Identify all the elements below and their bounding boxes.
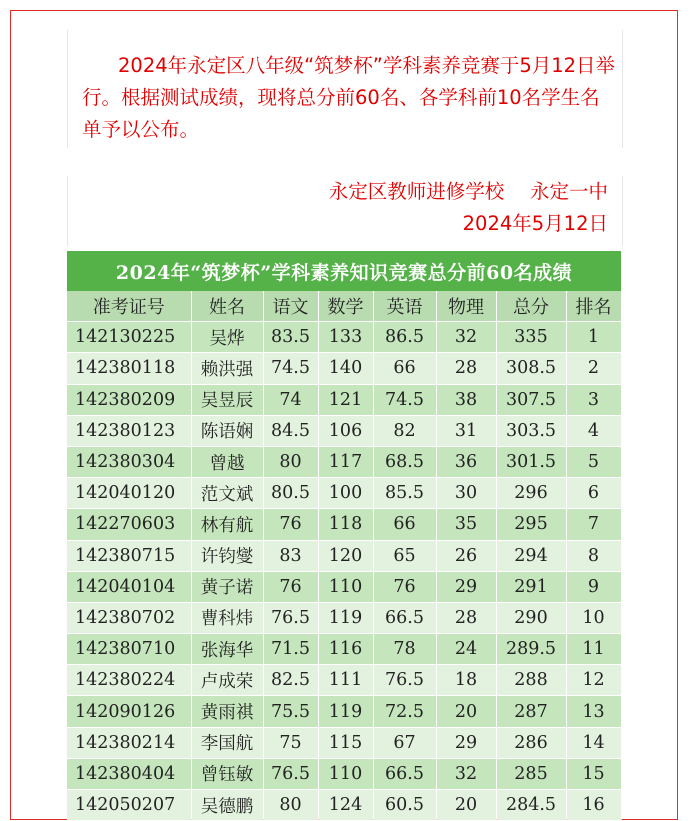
cell-physics: 20	[436, 696, 496, 727]
cell-name: 范文斌	[191, 478, 263, 509]
table-header-row	[67, 291, 621, 322]
cell-total: 289.5	[496, 634, 566, 665]
cell-total: 301.5	[496, 446, 566, 477]
cell-chinese: 75.5	[263, 696, 318, 727]
cell-physics: 24	[436, 634, 496, 665]
cell-rank: 1	[566, 322, 621, 353]
cell-rank: 9	[566, 571, 621, 602]
cell-math: 124	[318, 790, 373, 821]
cell-physics: 29	[436, 727, 496, 758]
table-row	[67, 727, 621, 758]
results-table	[67, 291, 622, 821]
cell-rank: 6	[566, 478, 621, 509]
cell-chinese: 82.5	[263, 665, 318, 696]
cell-rank: 15	[566, 758, 621, 789]
table-row	[67, 571, 621, 602]
cell-name: 曾越	[191, 446, 263, 477]
header-name: 姓名	[191, 291, 263, 322]
header-english: 英语	[373, 291, 436, 322]
cell-english: 67	[373, 727, 436, 758]
cell-name: 黄雨祺	[191, 696, 263, 727]
cell-total: 290	[496, 602, 566, 633]
cell-exam-id: 142380118	[67, 353, 191, 384]
cell-total: 284.5	[496, 790, 566, 821]
table-row	[67, 758, 621, 789]
header-physics: 物理	[436, 291, 496, 322]
cell-exam-id: 142380209	[67, 384, 191, 415]
cell-exam-id: 142380715	[67, 540, 191, 571]
header-exam-id: 准考证号	[67, 291, 191, 322]
cell-name: 黄子诺	[191, 571, 263, 602]
table-row	[67, 384, 621, 415]
cell-math: 116	[318, 634, 373, 665]
cell-math: 110	[318, 571, 373, 602]
table-row	[67, 478, 621, 509]
cell-physics: 32	[436, 758, 496, 789]
cell-exam-id: 142380702	[67, 602, 191, 633]
cell-english: 66	[373, 509, 436, 540]
cell-physics: 28	[436, 602, 496, 633]
table-row	[67, 790, 621, 821]
cell-rank: 11	[566, 634, 621, 665]
cell-total: 295	[496, 509, 566, 540]
cell-name: 赖洪强	[191, 353, 263, 384]
cell-math: 100	[318, 478, 373, 509]
signature-school: 永定区教师进修学校 永定一中	[328, 180, 608, 203]
cell-physics: 20	[436, 790, 496, 821]
cell-english: 85.5	[373, 478, 436, 509]
table-row	[67, 540, 621, 571]
cell-english: 66.5	[373, 758, 436, 789]
header-total: 总分	[496, 291, 566, 322]
cell-name: 曾钰敏	[191, 758, 263, 789]
cell-math: 140	[318, 353, 373, 384]
cell-exam-id: 142040120	[67, 478, 191, 509]
table-row	[67, 446, 621, 477]
table-row	[67, 696, 621, 727]
cell-math: 106	[318, 415, 373, 446]
cell-math: 111	[318, 665, 373, 696]
cell-total: 285	[496, 758, 566, 789]
cell-name: 卢成荣	[191, 665, 263, 696]
table-title: 2024年“筑梦杯”学科素养知识竞赛总分前60名成绩	[67, 251, 621, 291]
cell-physics: 38	[436, 384, 496, 415]
cell-rank: 12	[566, 665, 621, 696]
cell-physics: 28	[436, 353, 496, 384]
cell-chinese: 75	[263, 727, 318, 758]
cell-rank: 10	[566, 602, 621, 633]
cell-math: 115	[318, 727, 373, 758]
cell-rank: 14	[566, 727, 621, 758]
cell-name: 吴德鹏	[191, 790, 263, 821]
cell-total: 308.5	[496, 353, 566, 384]
signature-date: 2024年5月12日	[462, 212, 608, 235]
intro-paragraph: 2024年永定区八年级“筑梦杯”学科素养竞赛于5月12日举行。根据测试成绩，现将总分前60名、各学科前10名学生名单予以公布。	[82, 54, 616, 141]
cell-chinese: 83	[263, 540, 318, 571]
cell-english: 68.5	[373, 446, 436, 477]
results-table-container	[67, 251, 621, 821]
cell-rank: 16	[566, 790, 621, 821]
table-row	[67, 415, 621, 446]
table-row	[67, 634, 621, 665]
cell-math: 120	[318, 540, 373, 571]
cell-name: 李国航	[191, 727, 263, 758]
cell-exam-id: 142380214	[67, 727, 191, 758]
cell-exam-id: 142380710	[67, 634, 191, 665]
header-rank: 排名	[566, 291, 621, 322]
cell-total: 286	[496, 727, 566, 758]
cell-english: 66.5	[373, 602, 436, 633]
cell-physics: 36	[436, 446, 496, 477]
cell-chinese: 76.5	[263, 602, 318, 633]
cell-physics: 29	[436, 571, 496, 602]
cell-rank: 3	[566, 384, 621, 415]
cell-total: 294	[496, 540, 566, 571]
cell-rank: 2	[566, 353, 621, 384]
cell-total: 296	[496, 478, 566, 509]
cell-exam-id: 142050207	[67, 790, 191, 821]
cell-chinese: 80.5	[263, 478, 318, 509]
cell-total: 303.5	[496, 415, 566, 446]
cell-exam-id: 142380304	[67, 446, 191, 477]
cell-exam-id: 142040104	[67, 571, 191, 602]
cell-math: 118	[318, 509, 373, 540]
cell-name: 吴昱辰	[191, 384, 263, 415]
table-row	[67, 602, 621, 633]
header-math: 数学	[318, 291, 373, 322]
cell-exam-id: 142130225	[67, 322, 191, 353]
cell-rank: 8	[566, 540, 621, 571]
cell-english: 82	[373, 415, 436, 446]
cell-name: 吴烨	[191, 322, 263, 353]
cell-chinese: 74	[263, 384, 318, 415]
cell-chinese: 80	[263, 446, 318, 477]
cell-name: 陈语娴	[191, 415, 263, 446]
cell-math: 119	[318, 696, 373, 727]
table-row	[67, 353, 621, 384]
cell-chinese: 83.5	[263, 322, 318, 353]
cell-chinese: 76	[263, 571, 318, 602]
cell-english: 86.5	[373, 322, 436, 353]
cell-exam-id: 142380224	[67, 665, 191, 696]
cell-total: 335	[496, 322, 566, 353]
cell-physics: 32	[436, 322, 496, 353]
cell-math: 110	[318, 758, 373, 789]
cell-chinese: 74.5	[263, 353, 318, 384]
cell-english: 65	[373, 540, 436, 571]
cell-exam-id: 142270603	[67, 509, 191, 540]
cell-english: 76.5	[373, 665, 436, 696]
cell-name: 许钧燮	[191, 540, 263, 571]
table-body	[67, 322, 621, 821]
cell-english: 60.5	[373, 790, 436, 821]
cell-rank: 7	[566, 509, 621, 540]
cell-name: 张海华	[191, 634, 263, 665]
cell-physics: 30	[436, 478, 496, 509]
cell-english: 72.5	[373, 696, 436, 727]
table-row	[67, 665, 621, 696]
cell-physics: 26	[436, 540, 496, 571]
cell-math: 121	[318, 384, 373, 415]
cell-exam-id: 142090126	[67, 696, 191, 727]
cell-english: 76	[373, 571, 436, 602]
table-row	[67, 322, 621, 353]
cell-total: 307.5	[496, 384, 566, 415]
cell-exam-id: 142380123	[67, 415, 191, 446]
cell-rank: 4	[566, 415, 621, 446]
cell-total: 291	[496, 571, 566, 602]
cell-math: 119	[318, 602, 373, 633]
cell-physics: 35	[436, 509, 496, 540]
cell-name: 林有航	[191, 509, 263, 540]
cell-name: 曹科炜	[191, 602, 263, 633]
cell-math: 117	[318, 446, 373, 477]
cell-chinese: 84.5	[263, 415, 318, 446]
cell-chinese: 76	[263, 509, 318, 540]
cell-chinese: 76.5	[263, 758, 318, 789]
cell-exam-id: 142380404	[67, 758, 191, 789]
cell-total: 287	[496, 696, 566, 727]
cell-english: 74.5	[373, 384, 436, 415]
cell-physics: 18	[436, 665, 496, 696]
cell-rank: 13	[566, 696, 621, 727]
header-chinese: 语文	[263, 291, 318, 322]
cell-english: 66	[373, 353, 436, 384]
cell-math: 133	[318, 322, 373, 353]
cell-english: 78	[373, 634, 436, 665]
table-row	[67, 509, 621, 540]
cell-chinese: 80	[263, 790, 318, 821]
cell-rank: 5	[566, 446, 621, 477]
cell-physics: 31	[436, 415, 496, 446]
cell-chinese: 71.5	[263, 634, 318, 665]
cell-total: 288	[496, 665, 566, 696]
